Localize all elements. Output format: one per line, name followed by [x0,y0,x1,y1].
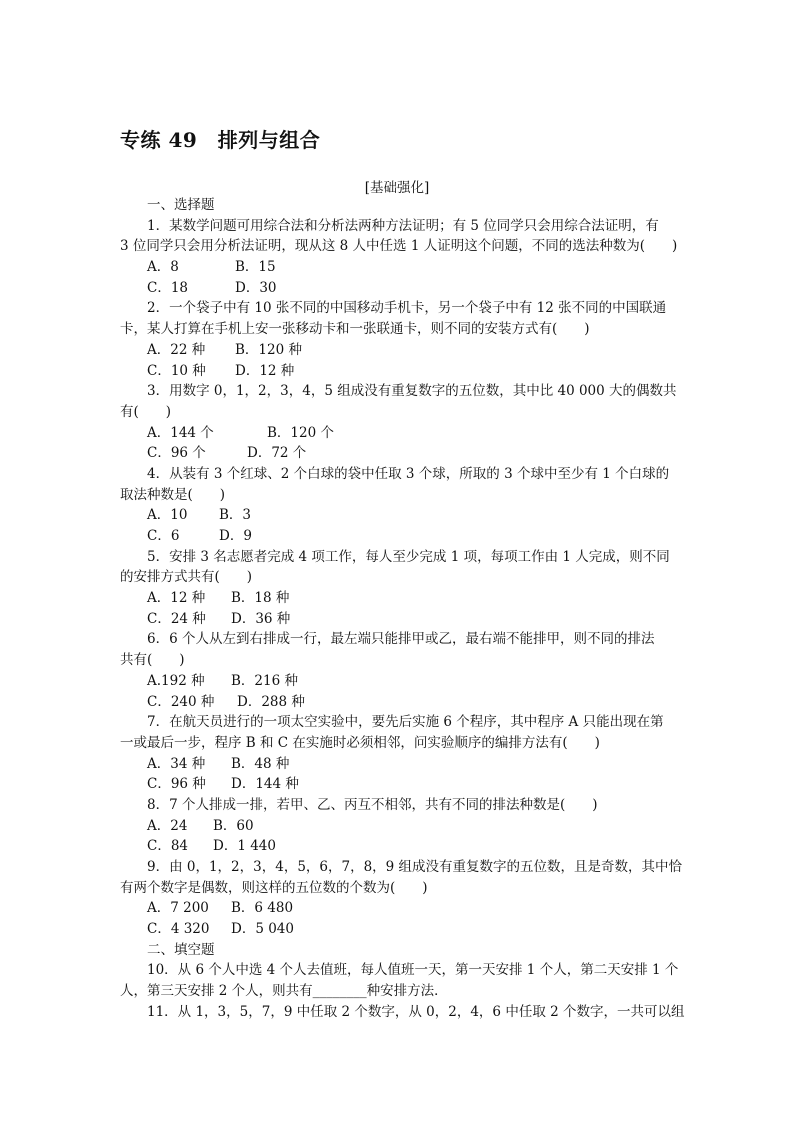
option-a: A.192 种 [147,672,205,689]
question-10-line-2: 人，第三天安排 2 个人，则共有________种安排方法． [120,983,448,1000]
option-d: D．36 种 [231,610,291,627]
option-b: B．120 种 [235,341,302,358]
option-c: C．6 [147,528,180,544]
option-d: D．30 [235,279,277,296]
option-c: C．24 种 [147,610,206,627]
option-a: A．34 种 [147,755,206,772]
option-a: A．7 200 [147,900,209,917]
question-7-options-row-2 [120,774,673,795]
option-b: B．18 种 [231,590,290,607]
question-4-line-2: 取法种数是( ) [120,486,226,503]
question-1-line-1: 1．某数学问题可用综合法和分析法两种方法证明；有 5 位同学只会用综合法证明，有 [147,217,659,234]
option-d: D．12 种 [235,362,295,379]
question-6-options-row-2 [120,692,673,713]
section-title: [基础强化] [364,180,430,196]
question-2-line-2: 卡，某人打算在手机上安一张移动卡和一张联通卡，则不同的安装方式有( ) [120,321,590,338]
option-b: B．6 480 [231,900,294,917]
option-d: D．9 [219,528,252,544]
option-c: C．96 个 [147,445,206,462]
option-d: D．72 个 [247,445,307,462]
question-6-options-row-1 [120,671,673,692]
option-d: D．144 种 [231,776,299,793]
option-a: A．24 [147,817,188,834]
question-4-options-row-2 [120,526,673,547]
question-3-line-1: 3．用数字 0，1，2，3，4，5 组成没有重复数字的五位数，其中比 40 000 大的偶数共 [147,383,677,400]
option-a: A．10 [147,507,188,524]
question-9-options-row-2 [120,919,673,940]
question-9-line-1: 9．由 0，1，2，3，4，5，6，7，8，9 组成没有重复数字的五位数，且是奇数，其中恰 [147,859,683,875]
option-b: B．48 种 [231,755,290,772]
question-8-line-1: 8．7 个人排成一排，若甲、乙、丙互不相邻，共有不同的排法种数是( ) [147,796,598,813]
question-6-line-1: 6．6 个人从左到右排成一行，最左端只能排甲或乙，最右端不能排甲，则不同的排法 [147,631,655,648]
page-title: 专练 49 排列与组合 [120,128,321,152]
option-c: C．10 种 [147,362,206,379]
question-5-line-2: 的安排方式共有( ) [120,569,253,586]
option-d: D．288 种 [237,693,305,710]
question-2-options-row-2 [120,361,673,382]
question-7-line-1: 7．在航天员进行的一项太空实验中，要先后实施 6 个程序，其中程序 A 只能出现在第 [147,714,664,731]
part1-heading: 一、选择题 [147,197,215,213]
question-5-options-row-1 [120,588,673,609]
question-4-line-1: 4．从装有 3 个红球、2 个白球的袋中任取 3 个球，所取的 3 个球中至少有 1 个白球的 [147,465,670,482]
option-b: B．216 种 [231,672,298,689]
question-7-line-2: 一或最后一步，程序 B 和 C 在实施时必须相邻，问实验顺序的编排方法有( ) [120,734,600,751]
question-2-options-row-1 [120,340,673,361]
option-c: C．240 种 [147,693,215,710]
option-a: A．144 个 [147,424,214,441]
question-6-line-2: 共有( ) [120,652,185,669]
question-4-options-row-1 [120,505,673,526]
option-c: C．18 [147,279,189,296]
question-1-options-row-1 [120,257,673,278]
part2-heading: 二、填空题 [147,941,215,958]
option-c: C．96 种 [147,776,206,793]
option-a: A．12 种 [147,590,206,607]
option-c: C．84 [147,838,189,855]
option-b: B．15 [235,259,276,276]
option-a: A．8 [147,259,179,276]
question-10-line-1: 10．从 6 个人中选 4 个人去值班，每人值班一天，第一天安排 1 个人，第二天安排 1 个 [147,962,679,979]
question-1-line-2: 3 位同学只会用分析法证明，现从这 8 人中任选 1 人证明这个问题，不同的选法种数为( ) [120,238,678,255]
option-c: C．4 320 [147,921,210,938]
question-11-line-1: 11．从 1，3，5，7，9 中任取 2 个数字，从 0，2，4，6 中任取 2 个数字，一共可以组 [147,1003,685,1020]
exercise-content [120,195,685,1023]
question-9-line-2: 有两个数字是偶数，则这样的五位数的个数为( ) [120,879,428,896]
option-d: D．5 040 [231,921,294,938]
question-3-options-row-2 [120,443,673,464]
question-8-options-row-2 [120,836,673,857]
question-5-line-1: 5．安排 3 名志愿者完成 4 项工作，每人至少完成 1 项，每项工作由 1 人完成，则不同 [147,548,670,565]
option-b: B．3 [219,507,252,524]
question-3-line-2: 有( ) [120,403,172,420]
question-7-options-row-1 [120,754,673,775]
question-8-options-row-1 [120,816,673,837]
question-5-options-row-2 [120,609,673,630]
question-9-options-row-1 [120,898,673,919]
option-d: D．1 440 [213,838,276,855]
option-a: A．22 种 [147,341,206,358]
option-b: B．120 个 [267,424,334,441]
question-3-options-row-1 [120,423,673,444]
question-1-options-row-2 [120,278,673,299]
option-b: B．60 [213,817,254,834]
question-2-line-1: 2．一个袋子中有 10 张不同的中国移动手机卡，另一个袋子中有 12 张不同的中国联通 [147,300,667,317]
